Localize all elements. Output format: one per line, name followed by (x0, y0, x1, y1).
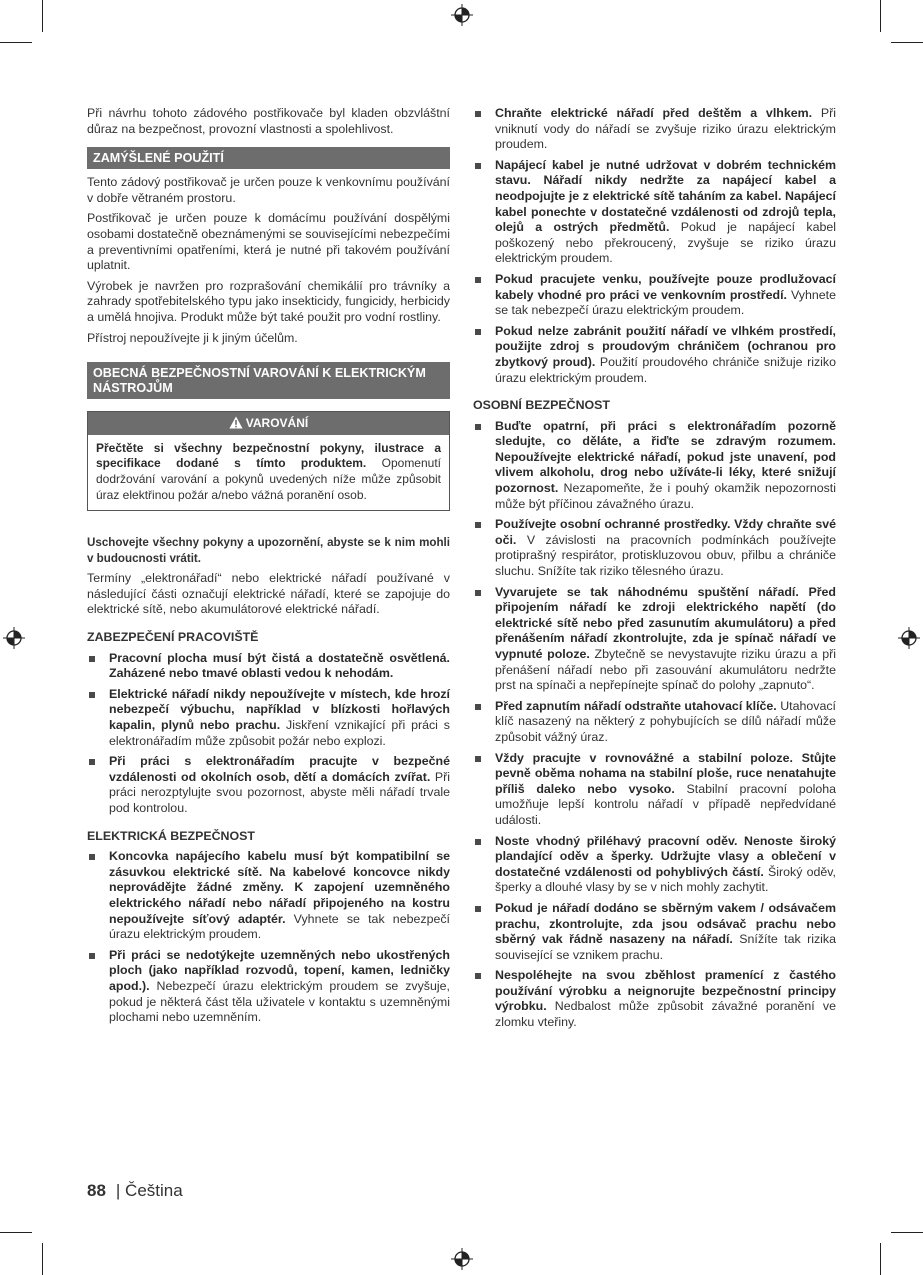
footer-language: | Čeština (115, 1181, 183, 1200)
list-item (87, 948, 450, 1026)
list-item (87, 849, 450, 943)
term-note: Termíny „elektronářadí“ nebo elektrické nářadí používané v následující části označují elektrické nářadí, které se zapojuje do elektrické sítě, nebo akumulátorové elektrické nářadí. (87, 571, 450, 617)
registration-mark-icon (451, 4, 473, 26)
item-text: Utahovací klíč nasazený na některý z pohybujících se dílů nářadí může způsobit vážný úraz. (495, 698, 836, 744)
item-bold: Pokud je nářadí dodáno se sběrným vakem / odsávačem prachu, zkontrolujte, zda jsou odsávač prachu nebo sběrný vak řádně nasazeny na nářadí. (495, 900, 836, 947)
general-safety-heading: OBECNÁ BEZPEČNOSTNÍ VAROVÁNÍ K ELEKTRICKÝM NÁSTROJŮM (87, 362, 450, 399)
paragraph: Výrobek je navržen pro rozprašování chemikálií pro trávníky a zahrady spotřebitelského typu jako insekticidy, fungicidy, herbicidy a umělá hnojiva. Produkt může být také použit pro vodní rostliny. (87, 278, 450, 324)
left-column (87, 106, 450, 1031)
list-item (473, 751, 836, 829)
keep-instructions-note: Uschovejte všechny pokyny a upozornění, abyste se k nim mohli v budoucnosti vrátit. (87, 536, 450, 565)
item-text: Nedbalost může způsobit závažné poranění ve zlomku vteřiny. (495, 999, 836, 1030)
list-item (87, 754, 450, 816)
list-item (473, 901, 836, 963)
item-bold: Používejte osobní ochranné prostředky. Vždy chraňte své oči. (495, 517, 836, 547)
bullet-square-icon (89, 656, 95, 662)
paragraph: Tento zádový postřikovač je určen pouze k venkovnímu používání v dobře větraném prostoru. (87, 175, 450, 205)
warning-header (88, 412, 449, 435)
list-item (473, 158, 836, 267)
crop-mark (891, 42, 923, 43)
bullet-square-icon (475, 163, 481, 169)
item-bold: Koncovka napájecího kabelu musí být kompatibilní se zásuvkou elektrické sítě. Na kabelové koncovce nikdy neprovádějte žádné změny. K zapojení uzemněného elektrického nářadí nebo nářadí připojeného na kostru nepoužívejte síťový adaptér. (109, 849, 450, 926)
item-bold: Chraňte elektrické nářadí před deštěm a vlhkem. (495, 106, 813, 120)
bullet-square-icon (475, 111, 481, 117)
crop-mark (0, 1232, 32, 1233)
item-bold: Při práci se nedotýkejte uzemněných nebo ukostřených ploch (jako například rozvodů, topení, kamen, ledničky apod.). (109, 947, 450, 993)
item-text: Použití proudového chrániče snižuje riziko úrazu elektrickým proudem. (495, 354, 836, 385)
warning-title: VAROVÁNÍ (245, 416, 309, 431)
item-text: Při vniknutí vody do nářadí se zvyšuje riziko úrazu elektrickým proudem. (495, 106, 836, 152)
warning-text: Opomenutí dodržování varování a pokynů uvedených níže může způsobit úraz elektřinou požár a/nebo vážná poranění osob. (96, 456, 441, 502)
item-text: Pokud je napájecí kabel poškozený nebo překroucený, zvyšuje se riziko úrazu elektrickým proudem. (495, 220, 837, 266)
item-bold: Elektrické nářadí nikdy nepoužívejte v místech, kde hrozí nebezpečí výbuchu, například v blízkosti hořlavých kapalin, plynů nebo prachu. (109, 686, 450, 733)
item-text: Široký oděv, šperky a dlouhé vlasy by se v nich mohly zachytit. (495, 864, 837, 895)
item-bold: Buďte opatrní, při práci s elektronářadím pozorně sledujte, co děláte, a řiďte se zdravým rozumem. Nepoužívejte elektrické nářadí, pokud jste unavení, pod vlivem alkoholu, drog nebo užíváte-li léky, které snižují pozornost. (495, 418, 836, 496)
list-item (473, 585, 836, 694)
item-bold: Noste vhodný přiléhavý pracovní oděv. Nenoste široký plandající oděv a šperky. Udržujte vlasy a oblečení v dostatečné vzdálenosti od pohyblivých částí. (495, 833, 836, 879)
workplace-list (87, 651, 450, 817)
warning-box (87, 411, 450, 511)
list-item (473, 272, 836, 319)
crop-mark (42, 0, 43, 32)
bullet-square-icon (475, 329, 481, 335)
item-text: Snížíte tak rizika související se vznikem prachu. (495, 932, 837, 962)
personal-safety-list (473, 419, 836, 1031)
paragraph: Postřikovač je určen pouze k domácímu používání dospělými osobami dostatečně obeznámenými se souvisejícími nebezpečími a preventivními opatřeními, která je nutné při takovém používání uplatnit. (87, 211, 450, 273)
page-footer (87, 1181, 183, 1201)
list-item (473, 419, 836, 513)
list-item (473, 699, 836, 746)
bullet-square-icon (475, 839, 481, 845)
crop-mark (42, 1243, 43, 1275)
item-text: Vyhnete se tak nebezpečí úrazu elektrickým proudem. (109, 911, 450, 942)
bullet-square-icon (475, 424, 481, 430)
list-item (473, 106, 836, 153)
list-item (473, 324, 836, 386)
item-text: Stabilní pracovní poloha umožňuje lepší kontrolu nářadí v případě nepředvídané události. (495, 781, 837, 827)
item-bold: Pokud pracujete venku, používejte pouze prodlužovací kabely vhodné pro práci ve venkovním prostředí. (495, 271, 836, 302)
registration-mark-icon (451, 1248, 473, 1270)
intended-use-heading: ZAMÝŠLENÉ POUŽITÍ (87, 147, 450, 169)
item-bold: Při práci s elektronářadím pracujte v bezpečné vzdálenosti od okolních osob, dětí a domácích zvířat. (109, 754, 450, 784)
intro-paragraph: Při návrhu tohoto zádového postřikovače byl kladen obzvláštní důraz na bezpečnost, provozní vlastnosti a spolehlivost. (87, 106, 450, 136)
workplace-heading: ZABEZPEČENÍ PRACOVIŠTĚ (87, 630, 259, 645)
bullet-square-icon (475, 277, 481, 283)
bullet-square-icon (475, 906, 481, 912)
crop-mark (880, 1243, 881, 1275)
item-text: Nebezpečí úrazu elektrickým proudem se zvyšuje, pokud je některá část těla uživatele v kontaktu s uzemněnými plochami nebo uzemněním. (109, 978, 450, 1025)
personal-safety-heading: OSOBNÍ BEZPEČNOST (473, 398, 610, 413)
item-text: V závislosti na pracovních podmínkách používejte protiprašný respirátor, protiskluzovou obuv, přilbu a chrániče sluchu. Snížíte tak riziko tělesného úrazu. (495, 532, 836, 579)
bullet-square-icon (475, 522, 481, 528)
bullet-square-icon (475, 590, 481, 596)
bullet-square-icon (475, 973, 481, 979)
crop-mark (891, 1232, 923, 1233)
electrical-list-continued (473, 106, 836, 386)
item-text: Při práci nerozptylujte svou pozornost, abyste měli nářadí trvale pod kontrolou. (109, 769, 450, 815)
warning-bold-text: Přečtěte si všechny bezpečnostní pokyny, ilustrace a specifikace dodané s tímto produktem. (96, 440, 441, 471)
item-text: Zbytečně se nevystavujte riziku úrazu a při přenášení nářadí nebo při zasouvání akumulátoru nedržte prst na spínači a nepřepínejte spínač do polohy „zapnuto“. (495, 647, 836, 693)
bullet-square-icon (89, 759, 95, 765)
list-item (87, 651, 450, 682)
bullet-square-icon (475, 756, 481, 762)
electrical-heading: ELEKTRICKÁ BEZPEČNOST (87, 828, 255, 843)
crop-mark (880, 0, 881, 32)
bullet-square-icon (89, 854, 95, 860)
item-bold: Před zapnutím nářadí odstraňte utahovací klíče. (495, 698, 777, 713)
bullet-square-icon (475, 704, 481, 710)
item-text: Nezapomeňte, že i pouhý okamžik nepozornosti může být příčinou závažného úrazu. (495, 481, 836, 511)
page-number: 88 (87, 1181, 106, 1200)
item-bold: Vyvarujete se tak náhodnému spuštění nářadí. Před připojením nářadí ke zdroji elektrického napětí (do elektrické sítě nebo před zasunutím akumulátoru) a před přenášením nářadí zkontrolujte, zda je spínač nářadí ve vypnuté poloze. (495, 584, 836, 661)
list-item (473, 834, 836, 896)
electrical-list (87, 849, 450, 1026)
warning-body (88, 435, 449, 510)
item-bold: Pokud nelze zabránit použití nářadí ve vlhkém prostředí, použijte zdroj s proudovým chráničem (ochranou pro zbytkový proud). (495, 323, 836, 369)
list-item (87, 687, 450, 749)
warning-triangle-icon (229, 416, 243, 429)
item-text: Vyhnete se tak nebezpečí úrazu elektrickým proudem. (495, 287, 836, 318)
item-bold: Nespoléhejte na svou zběhlost pramenící z častého používání výrobku a neignorujte bezpečnostní principy výrobku. (495, 968, 836, 1014)
item-bold: Napájecí kabel je nutné udržovat v dobrém technickém stavu. Nářadí nikdy nedržte za napájecí kabel a neodpojujte je z elektrické sítě taháním za kabel. Napájecí kabel ponechte v dostatečné vzdálenosti od zdrojů tepla, olejů a ostrých předmětů. (495, 157, 836, 235)
right-column (473, 106, 836, 1036)
bullet-square-icon (89, 692, 95, 698)
item-text: Jiskření vznikající při práci s elektronářadím může způsobit požár nebo explozi. (109, 718, 450, 748)
bullet-square-icon (89, 953, 95, 959)
item-bold: Vždy pracujte v rovnovážné a stabilní poloze. Stůjte pevně oběma nohama na stabilní ploše, ruce nenatahujte příliš daleko nebo vysoko. (495, 750, 836, 796)
paragraph: Přístroj nepoužívejte ji k jiným účelům. (87, 330, 298, 345)
list-item (473, 517, 836, 579)
registration-mark-icon (898, 627, 920, 649)
registration-mark-icon (3, 627, 25, 649)
list-item (473, 968, 836, 1030)
item-bold: Pracovní plocha musí být čistá a dostatečně osvětlená. Zaházené nebo tmavé oblasti vedou k nehodám. (109, 650, 450, 681)
crop-mark (0, 42, 32, 43)
